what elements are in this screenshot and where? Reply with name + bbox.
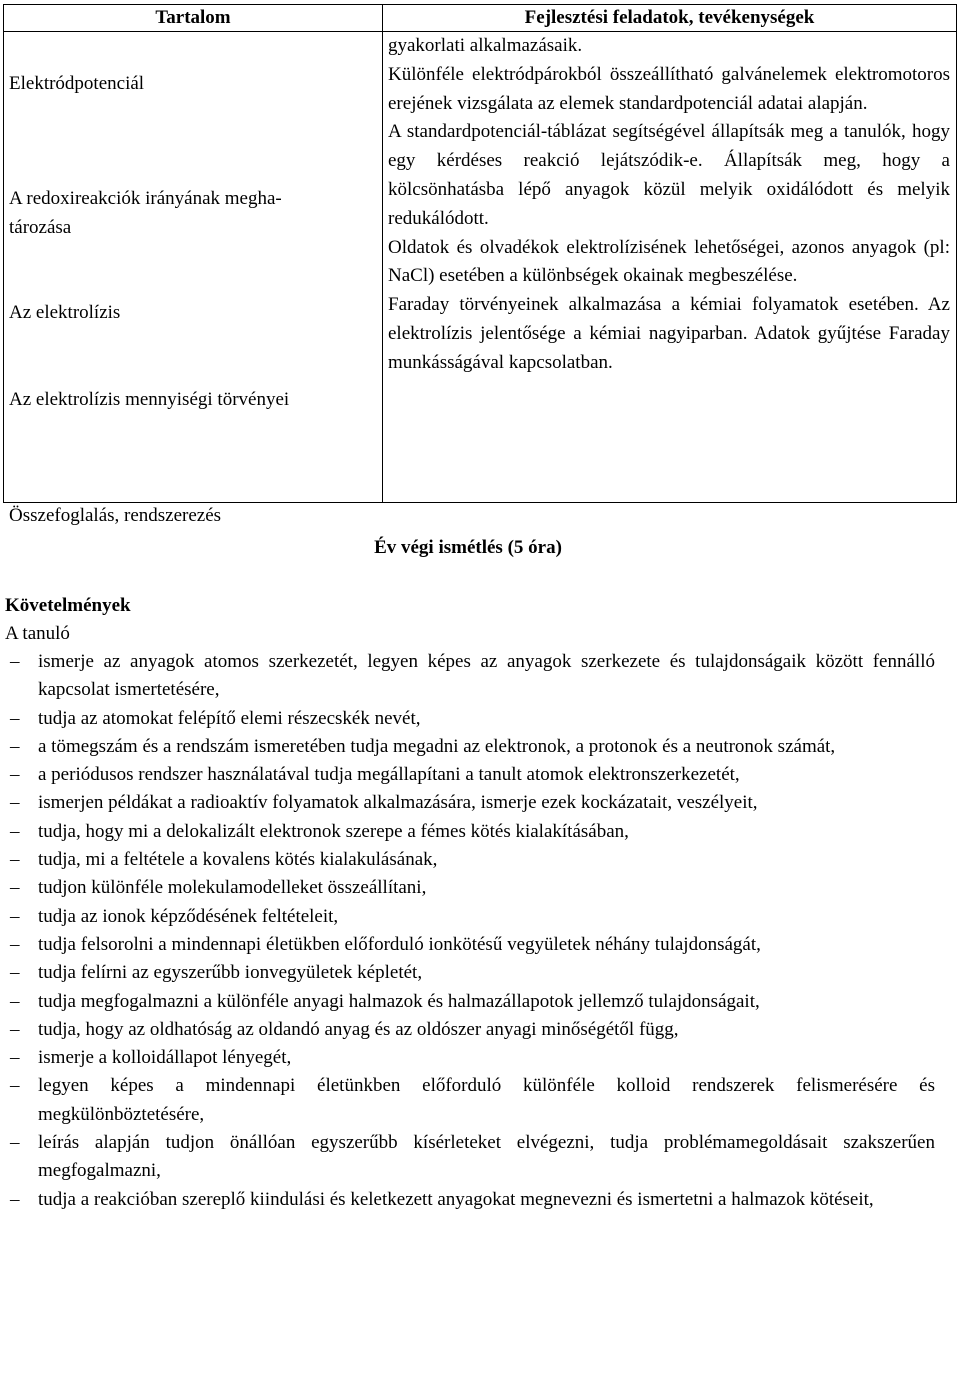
dash-bullet: – <box>10 764 20 786</box>
requirement-text: leírás alapján tudjon önállóan egyszerűbb kísérleteket elvégezni, tudja problémamegoldásait szakszerűen megfogalmazni, <box>38 1132 935 1182</box>
topic-electrode-potential <box>9 70 144 99</box>
requirement-text: a periódusos rendszer használatával tudja megállapítani a tanult atomok elektronszerkezetét, <box>38 764 740 786</box>
dash-bullet: – <box>10 1018 20 1040</box>
requirement-text: tudjon különféle molekulamodelleket összeállítani, <box>38 877 427 899</box>
list-item <box>0 903 935 931</box>
topic-line: Az elektrolízis mennyiségi törvényei <box>9 389 290 410</box>
list-item <box>0 705 935 733</box>
list-item <box>0 931 935 959</box>
list-item <box>0 789 935 817</box>
curriculum-table <box>3 4 957 526</box>
requirement-text: legyen képes a mindennapi életünkben előforduló különféle kolloid rendszerek felismerésére és megkülönböztetésére, <box>38 1075 935 1125</box>
dash-bullet: – <box>10 651 20 672</box>
list-item <box>0 874 935 902</box>
list-item <box>0 761 935 789</box>
topic-summary <box>9 502 221 531</box>
task-paragraph: Oldatok és olvadékok elektrolízisének lehetőségei, azonos anyagok (pl: NaCl) esetében a különbségek okainak megbeszélése. <box>388 236 950 287</box>
dash-bullet: – <box>10 1188 20 1210</box>
dash-bullet: – <box>10 820 20 842</box>
requirement-text: tudja az ionok képződésének feltételeit, <box>38 905 339 927</box>
list-item <box>0 1044 935 1072</box>
topic-redox-direction <box>9 185 282 243</box>
list-item <box>0 1129 935 1186</box>
topics-cell <box>4 32 383 526</box>
requirement-text: tudja felsorolni a mindennapi életükben előforduló ionkötésű vegyületek néhány tulajdonságát, <box>38 933 761 955</box>
requirement-text: ismerjen példákat a radioaktív folyamatok alkalmazására, ismerje ezek kockázatait, veszélyeit, <box>38 792 758 814</box>
task-paragraph: gyakorlati alkalmazásaik. <box>388 35 583 56</box>
requirements-list <box>0 648 935 1214</box>
list-item <box>0 959 935 987</box>
dash-bullet: – <box>10 849 20 871</box>
topic-electrolysis-laws <box>9 386 289 415</box>
topic-electrolysis <box>9 299 120 328</box>
header-tasks: Fejlesztési feladatok, tevékenységek <box>383 5 957 32</box>
requirement-text: ismerje a kolloidállapot lényegét, <box>38 1047 292 1069</box>
pupil-label: A tanuló <box>5 623 70 644</box>
dash-bullet: – <box>10 1132 20 1154</box>
topic-line: Elektródpotenciál <box>9 73 145 94</box>
topic-line: tározása <box>9 216 72 238</box>
list-item <box>0 733 935 761</box>
list-item <box>0 818 935 846</box>
dash-bullet: – <box>10 877 20 899</box>
requirements-heading: Követelmények <box>5 595 131 616</box>
topic-line: Az elektrolízis <box>9 302 121 323</box>
table-header-row <box>4 5 957 32</box>
dash-bullet: – <box>10 962 20 984</box>
requirement-text: tudja az atomokat felépítő elemi részecskék nevét, <box>38 707 421 729</box>
requirement-text: tudja a reakcióban szereplő kiindulási és keletkezett anyagokat megnevezni és ismertetni a halmazok kötéseit, <box>38 1188 874 1210</box>
header-content: Tartalom <box>4 5 383 32</box>
dash-bullet: – <box>10 933 20 955</box>
list-item <box>0 1072 935 1129</box>
list-item <box>0 648 935 705</box>
dash-bullet: – <box>10 792 20 814</box>
requirement-text: tudja megfogalmazni a különféle anyagi halmazok és halmazállapotok jellemző tulajdonságait, <box>38 990 760 1012</box>
cell-spacer <box>388 378 950 408</box>
requirement-text: tudja, hogy az oldhatóság az oldandó anyag és az oldószer anyagi minőségétől függ, <box>38 1018 679 1040</box>
task-paragraph: Különféle elektródpárokból összeállítható galvánelemek elektromotoros erejének vizsgálata az elemek standardpotenciál adatai alapján. <box>388 63 950 114</box>
dash-bullet: – <box>10 707 20 729</box>
requirement-text: ismerje az anyagok atomos szerkezetét, legyen képes az anyagok szerkezete és tulajdonságaik között fennálló kapcsolat ismertetésére, <box>38 651 935 701</box>
list-item <box>0 846 935 874</box>
task-paragraph: A standardpotenciál-táblázat segítségével állapítsák meg a tanulók, hogy egy kérdéses reakció lejátszódik-e. Állapítsák meg, hogy a kölcsönhatásba lépő anyagok közül melyik oxidálódott és melyik redukálódott. <box>388 121 950 229</box>
table-body-row <box>4 32 957 503</box>
dash-bullet: – <box>10 1047 20 1069</box>
dash-bullet: – <box>10 905 20 927</box>
section-title: Év végi ismétlés (5 óra) <box>374 537 562 558</box>
list-item <box>0 988 935 1016</box>
requirement-text: tudja felírni az egyszerűbb ionvegyületek képletét, <box>38 962 423 984</box>
requirement-text: a tömegszám és a rendszám ismeretében tudja megadni az elektronok, a protonok és a neutronok számát, <box>38 735 836 757</box>
task-paragraph: Faraday törvényeinek alkalmazása a kémiai folyamatok esetében. Az elektrolízis jelentősége a kémiai nagyiparban. Adatok gyűjtése Faraday munkásságával kapcsolatban. <box>388 294 950 373</box>
requirement-text: tudja, mi a feltétele a kovalens kötés kialakulásának, <box>38 849 438 871</box>
requirement-text: tudja, hogy mi a delokalizált elektronok szerepe a fémes kötés kialakításában, <box>38 820 629 842</box>
dash-bullet: – <box>10 735 20 757</box>
topic-line: Összefoglalás, rendszerezés <box>9 505 222 526</box>
dash-bullet: – <box>10 990 20 1012</box>
list-item <box>0 1016 935 1044</box>
list-item <box>0 1186 935 1214</box>
tasks-cell <box>383 32 957 503</box>
dash-bullet: – <box>10 1075 20 1097</box>
topic-line: A redoxireakciók irányának megha- <box>9 188 282 209</box>
